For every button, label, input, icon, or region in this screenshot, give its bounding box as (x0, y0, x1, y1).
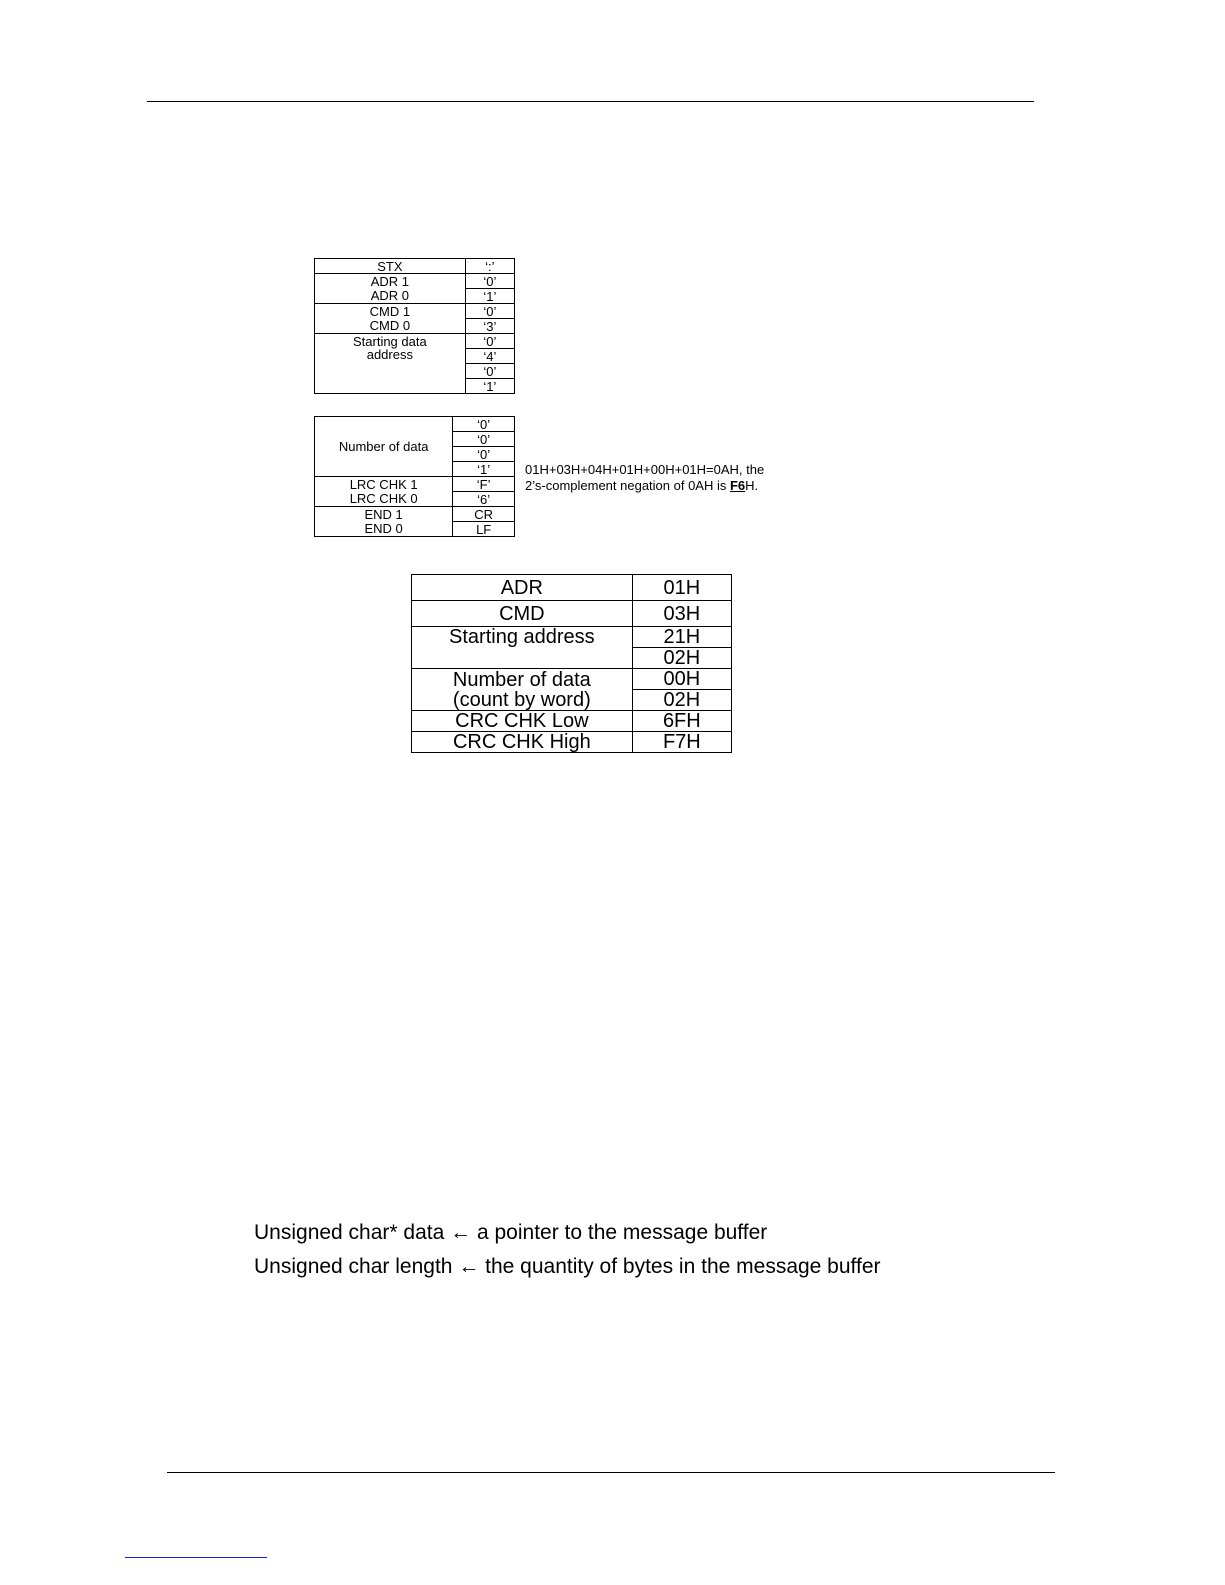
ascii-label-cmd0: CMD 0 (315, 319, 466, 334)
ascii-label-cmd1: CMD 1 (315, 304, 466, 319)
left-arrow-icon: ← (450, 1221, 472, 1244)
ascii-value-number-of-data-3: ‘1’ (453, 462, 515, 477)
lrc-note-line-1: 01H+03H+04H+01H+00H+01H=0AH, the (525, 462, 765, 477)
ascii-value-end1: CR (453, 507, 515, 522)
rtu-value-crc-high: F7H (632, 732, 731, 753)
ascii-value-lrc1: ‘F’ (453, 477, 515, 492)
ascii-value-cmd1: ‘0’ (465, 304, 514, 319)
param-line-length (254, 1250, 881, 1284)
table-row (315, 522, 515, 537)
ascii-label-adr1: ADR 1 (315, 274, 466, 289)
table-row (315, 492, 515, 507)
lrc-calculation-note (525, 462, 764, 494)
table-row (315, 477, 515, 492)
ascii-label-lrc0: LRC CHK 0 (315, 492, 453, 507)
param-line-data (254, 1216, 881, 1250)
ascii-query-table-part-2 (314, 416, 515, 537)
rtu-label-crc-high: CRC CHK High (412, 732, 633, 753)
ascii-label-stx: STX (315, 259, 466, 274)
footer-rule (167, 1472, 1055, 1473)
table-row (315, 274, 515, 289)
rtu-value-number-of-data-hi: 00H (632, 669, 731, 690)
lrc-note-prefix: 2’s-complement negation of 0AH is (525, 478, 730, 493)
table-row (315, 289, 515, 304)
rtu-value-adr: 01H (632, 575, 731, 601)
table-row (412, 601, 732, 627)
ascii-value-adr0: ‘1’ (465, 289, 514, 304)
ascii-value-number-of-data-1: ‘0’ (453, 432, 515, 447)
table-row (315, 334, 515, 349)
ascii-label-lrc1: LRC CHK 1 (315, 477, 453, 492)
rtu-label-starting-address: Starting address (412, 627, 633, 669)
rtu-value-number-of-data-lo: 02H (632, 690, 731, 711)
ascii-value-cmd0: ‘3’ (465, 319, 514, 334)
table-row (315, 259, 515, 274)
left-arrow-icon: ← (458, 1255, 480, 1278)
param-data-decl: Unsigned char* data (254, 1221, 451, 1244)
param-length-desc: the quantity of bytes in the message buffer (479, 1255, 881, 1278)
lrc-note-line-2 (525, 478, 764, 494)
ascii-query-table-part-1 (314, 258, 515, 394)
table-row (412, 711, 732, 732)
ascii-value-adr1: ‘0’ (465, 274, 514, 289)
table-row (315, 304, 515, 319)
ascii-value-number-of-data-2: ‘0’ (453, 447, 515, 462)
ascii-value-number-of-data-0: ‘0’ (453, 417, 515, 432)
param-data-desc: a pointer to the message buffer (471, 1221, 768, 1244)
footer-link-underline[interactable] (125, 1557, 267, 1558)
table-row (315, 319, 515, 334)
ascii-value-end0: LF (453, 522, 515, 537)
rtu-value-starting-address-lo: 02H (632, 648, 731, 669)
rtu-value-crc-low: 6FH (632, 711, 731, 732)
rtu-label-number-of-data-line-2: (count by word) (452, 688, 591, 711)
table-row (412, 627, 732, 648)
table-row (315, 417, 515, 432)
rtu-label-adr: ADR (412, 575, 633, 601)
ascii-label-end1: END 1 (315, 507, 453, 522)
rtu-label-crc-low: CRC CHK Low (412, 711, 633, 732)
ascii-label-adr0: ADR 0 (315, 289, 466, 304)
table-row (412, 575, 732, 601)
ascii-value-stx: ‘:’ (465, 259, 514, 274)
table-row (315, 507, 515, 522)
table-row (412, 669, 732, 690)
crc-function-parameters (254, 1216, 881, 1284)
rtu-value-starting-address-hi: 21H (632, 627, 731, 648)
ascii-label-start-address: Starting data address (315, 334, 466, 394)
ascii-value-start-address-2: ‘0’ (465, 364, 514, 379)
rtu-label-number-of-data (412, 669, 633, 711)
ascii-label-number-of-data: Number of data (315, 417, 453, 477)
header-rule (147, 101, 1034, 102)
ascii-label-end0: END 0 (315, 522, 453, 537)
table-row (412, 732, 732, 753)
rtu-query-table (411, 574, 732, 753)
lrc-note-suffix: H. (745, 478, 759, 493)
rtu-label-cmd: CMD (412, 601, 633, 627)
ascii-value-lrc0: ‘6’ (453, 492, 515, 507)
rtu-label-number-of-data-line-1: Number of data (452, 668, 591, 691)
ascii-value-start-address-3: ‘1’ (465, 379, 514, 394)
lrc-note-result: F6 (729, 478, 746, 493)
rtu-value-cmd: 03H (632, 601, 731, 627)
param-length-decl: Unsigned char length (254, 1255, 459, 1278)
ascii-value-start-address-1: ‘4’ (465, 349, 514, 364)
ascii-value-start-address-0: ‘0’ (465, 334, 514, 349)
